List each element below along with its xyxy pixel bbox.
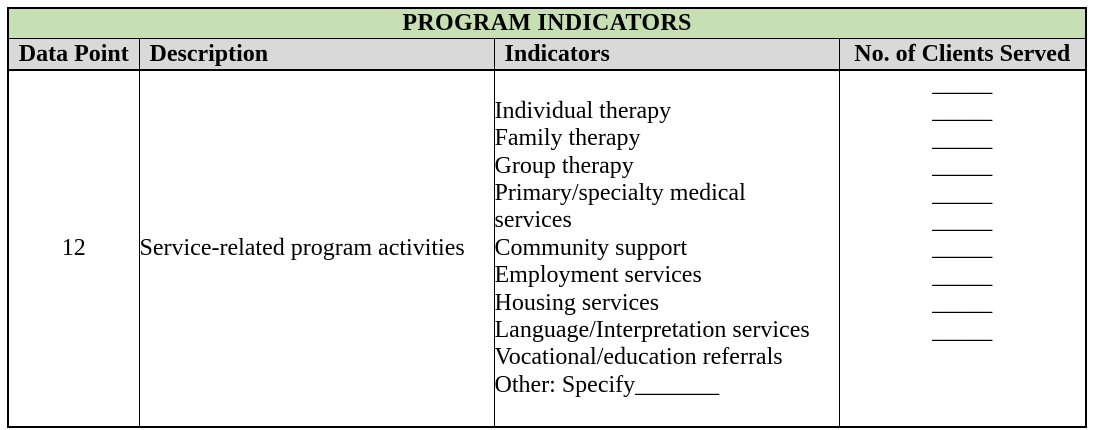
clients-served-blank-line[interactable]: _____ [932, 180, 993, 207]
indicator-item: Employment services [494, 262, 702, 289]
clients-served-blank-line[interactable]: _____ [932, 71, 993, 97]
indicator-item: Group therapy [494, 152, 634, 179]
clients-served-blank-line[interactable]: _____ [932, 262, 993, 289]
table-title-row [8, 8, 1086, 39]
indicator-item: Vocational/education referrals [494, 344, 783, 371]
indicator-item: Language/Interpretation services [494, 317, 810, 344]
indicators-cell [494, 70, 839, 427]
column-header-clients-served: No. of Clients Served [839, 39, 1086, 71]
indicator-item: Other: Specify_______ [494, 371, 720, 398]
clients-served-blank-line[interactable]: _____ [932, 290, 993, 317]
indicator-item: Primary/specialty medical services [494, 179, 746, 234]
indicator-item: Family therapy [494, 125, 641, 152]
clients-served-blank-line[interactable]: _____ [932, 125, 993, 152]
clients-served-blank-line[interactable]: _____ [932, 153, 993, 180]
clients-served-blank-line[interactable]: _____ [932, 317, 993, 344]
table-row [8, 70, 1086, 427]
program-indicators-table-wrapper [7, 7, 1087, 428]
clients-served-cell [839, 70, 1086, 427]
table-header-row [8, 39, 1086, 71]
program-indicators-table [7, 7, 1087, 428]
clients-served-blank-line[interactable]: _____ [932, 208, 993, 235]
indicator-item: Individual therapy [494, 97, 672, 124]
indicator-item: Community support [494, 234, 688, 261]
clients-served-blank-line[interactable]: _____ [932, 98, 993, 125]
data-point-value: 12 [8, 70, 139, 427]
column-header-data-point: Data Point [8, 39, 139, 71]
column-header-description: Description [139, 39, 494, 71]
clients-served-blank-line[interactable]: _____ [932, 235, 993, 262]
column-header-indicators: Indicators [494, 39, 839, 71]
clients-served-blanks-list [840, 71, 1086, 345]
description-value: Service-related program activities [139, 70, 494, 427]
indicators-list [495, 98, 839, 399]
table-title: PROGRAM INDICATORS [8, 8, 1086, 39]
indicator-item: Housing services [494, 289, 660, 316]
